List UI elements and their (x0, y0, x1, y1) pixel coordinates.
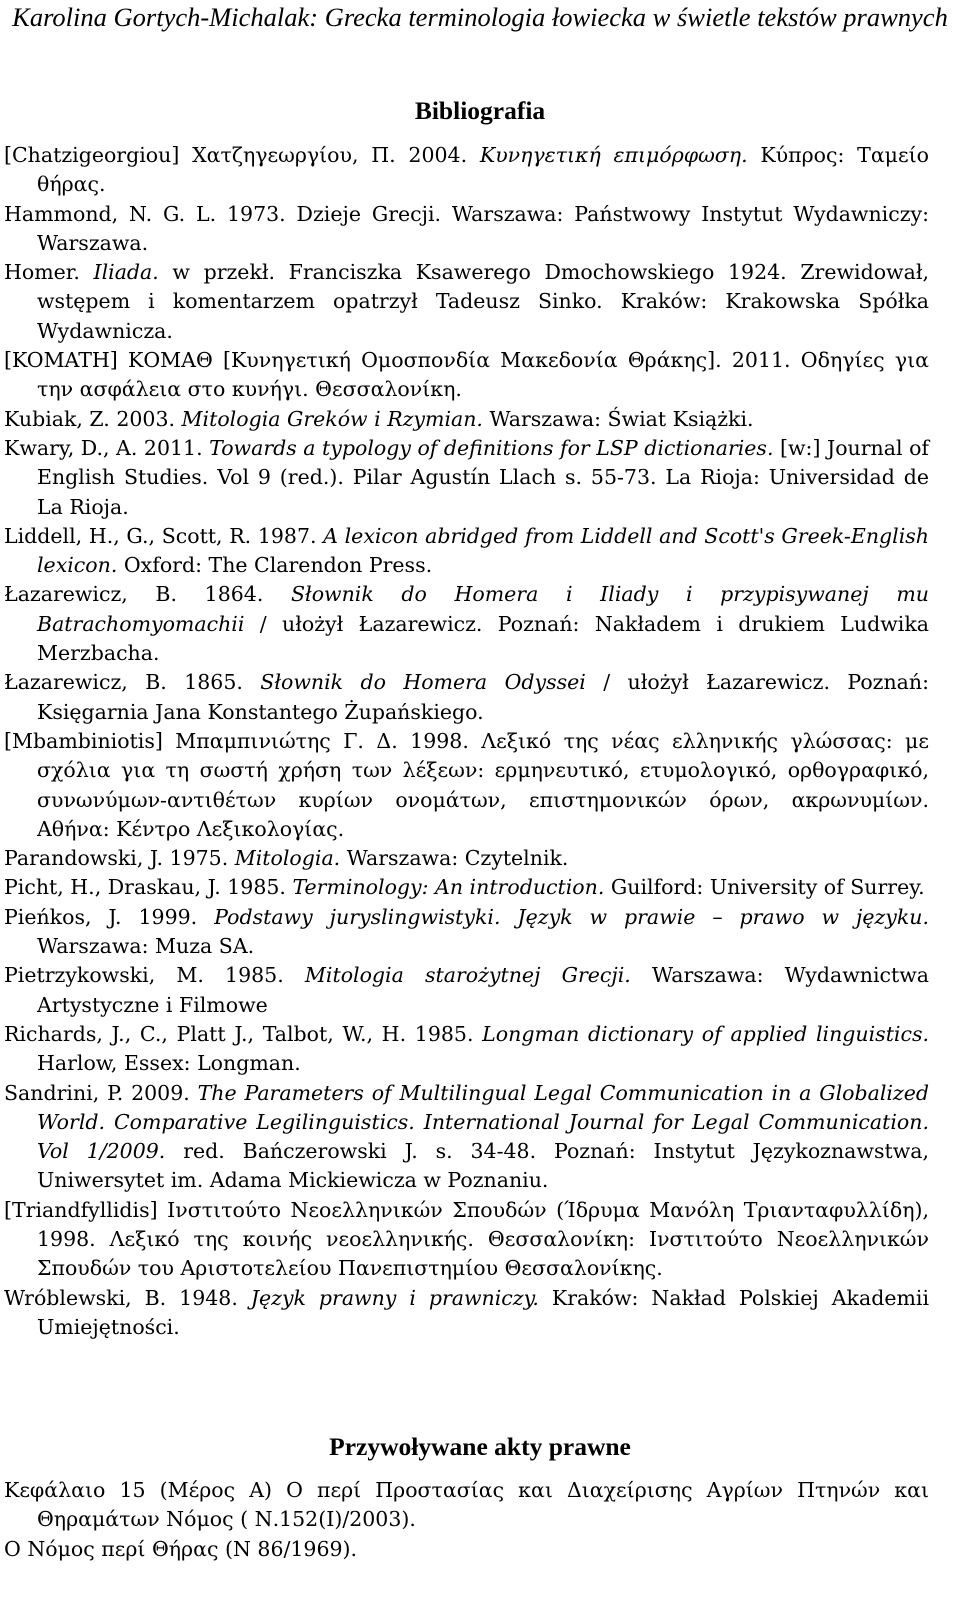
bibliography-entry (4, 141, 929, 200)
entry-text: [Chatzigeorgiou] Χατζηγεωργίου, Π. 2004. (4, 143, 480, 167)
entry-text: [KOMATH] ΚΟΜΑΘ [Κυνηγετική Ομοσπονδία Μακεδονία Θράκης]. 2011. Οδηγίες για την ασφάλεια στο κυνήγι. Θεσσαλονίκη. (4, 348, 929, 402)
legal-act-entry (4, 1476, 929, 1535)
entry-text: Kwary, D., A. 2011. (4, 435, 210, 460)
entry-title-italic: Podstawy juryslingwistyki. Język w prawie – prawo w języku. (214, 904, 929, 929)
bibliography-entry (4, 580, 929, 668)
bibliography-entry (4, 200, 929, 259)
bibliography-entry (4, 727, 929, 844)
entry-text: [w:] Journal of English Studies. Vol 9 (red.). Pilar Agustín Llach s. 55-73. La Rioja: Universidad de La Rioja. (37, 435, 929, 519)
bibliography-entry (4, 1020, 929, 1079)
bibliography-entry (4, 434, 929, 522)
entry-text: Liddell, H., G., Scott, R. 1987. (4, 523, 324, 548)
bibliography-entry (4, 844, 929, 873)
entry-text: Wróblewski, B. 1948. (4, 1285, 251, 1310)
entry-text: Warszawa: Wydawnictwa Artystyczne i Filmowe (37, 963, 930, 1017)
entry-title-italic: Longman dictionary of applied linguistics. (482, 1021, 930, 1046)
entry-title-italic: Mitologia starożytnej Grecji. (304, 963, 631, 988)
bibliography-heading: Bibliografia (414, 96, 546, 125)
entry-text: Kraków: Nakład Polskiej Akademii Umiejętności. (37, 1285, 929, 1339)
entry-title-italic: A lexicon abridged from Liddell and Scott's Greek-English lexicon. (37, 523, 929, 578)
entry-title-italic: Terminology: An introduction. (292, 875, 605, 900)
bibliography-entry (4, 961, 929, 1020)
entry-text: Hammond, N. G. L. 1973. Dzieje Grecji. Warszawa: Państwowy Instytut Wydawniczy: Warszawa. (4, 201, 929, 255)
entry-text: [Mbambiniotis] Μπαμπινιώτης Γ. Δ. 1998. Λεξικό της νέας ελληνικής γλώσσας: με σχόλια για τη σωστή χρήση των λέξεων: ερμηνευτικό, ετυμολογικό, ορθογραφικό, συνωνύμων-αντιθέτων κυρίων ονομάτων, επιστημονικών όρων, ακρωνυμίων. Αθήνα: Κέντρο Λεξικολογίας. (4, 728, 929, 841)
bibliography-entry (4, 522, 929, 581)
entry-title-italic: Mitologia Greków i Rzymian. (181, 406, 483, 431)
bibliography-entry (4, 1284, 929, 1343)
bibliography-entry (4, 903, 929, 962)
entry-text: Pieńkos, J. 1999. (4, 904, 215, 929)
entry-title-italic: Język prawny i prawniczy. (250, 1285, 539, 1310)
entry-text: Ο Νόμος περί Θήρας (Ν 86/1969). (4, 1536, 358, 1561)
entry-text: red. Bańczerowski J. s. 34-48. Poznań: Instytut Językoznawstwa, Uniwersytet im. Adama Mickiewicza w Poznaniu. (37, 1139, 929, 1193)
entry-text: / ułożył Łazarewicz. Poznań: Nakładem i drukiem Ludwika Merzbacha. (37, 611, 929, 666)
bibliography-entry (4, 405, 929, 434)
entry-title-italic: Κυνηγετική επιμόρφωση. (479, 143, 748, 167)
legal-acts-heading: Przywoływane akty prawne (329, 1432, 631, 1461)
entry-title-italic: Towards a typology of definitions for LSP dictionaries. (209, 435, 774, 460)
entry-text: w przekł. Franciszka Ksawerego Dmochowskiego 1924. Zrewidował, wstępem i komentarzem opatrzył Tadeusz Sinko. Kraków: Krakowska Spółka Wydawnicza. (37, 260, 929, 343)
bibliography-list (4, 141, 929, 1342)
entry-text: Homer. (4, 260, 94, 285)
entry-title-italic: Mitologia. (234, 846, 341, 871)
entry-text: Harlow, Essex: Longman. (37, 1051, 301, 1076)
entry-title-italic: Słownik do Homera i Iliady i przypisywanej mu Batrachomyomachii (37, 582, 929, 636)
entry-text: Picht, H., Draskau, J. 1985. (4, 875, 293, 900)
entry-text: Guilford: University of Surrey. (604, 875, 925, 900)
entry-text: Sandrini, P. 2009. (4, 1080, 198, 1105)
bibliography-entry (4, 1196, 929, 1284)
legal-acts-list (4, 1476, 929, 1564)
entry-text: [Triandfyllidis] Ινστιτούτο Νεοελληνικών Σπουδών (Ίδρυμα Μανόλη Τριανταφυλλίδη), 1998. Λεξικό της κοινής νεοελληνικής. Θεσσαλονίκη: Ινστιτούτο Νεοελληνικών Σπουδών του Αριστοτελείου Πανεπιστημίου Θεσσαλονίκης. (4, 1197, 929, 1281)
legal-act-entry (4, 1535, 929, 1564)
entry-title-italic: Słownik do Homera Odyssei (260, 670, 586, 695)
bibliography-entry (4, 668, 929, 727)
entry-text: Oxford: The Clarendon Press. (117, 553, 433, 578)
entry-text: Łazarewicz, B. 1865. (4, 670, 261, 695)
bibliography-entry (4, 346, 929, 405)
entry-text: / ułożył Łazarewicz. Poznań: Księgarnia Jana Konstantego Żupańskiego. (37, 670, 930, 724)
entry-text: Richards, J., C., Platt J., Talbot, W., H. 1985. (4, 1021, 483, 1046)
entry-text: Κύπρος: Ταμείο θήρας. (37, 143, 930, 197)
running-header: Karolina Gortych-Michalak: Grecka terminologia łowiecka w świetle tekstów prawnych (12, 2, 948, 32)
bibliography-entry (4, 1079, 929, 1196)
entry-text: Warszawa: Muza SA. (37, 934, 255, 959)
entry-text: Κεφάλαιο 15 (Μέρος Α) Ο περί Προστασίας και Διαχείρισης Αγρίων Πτηνών και Θηραμάτων Νόμος ( Ν.152(Ι)/2003). (4, 1478, 929, 1532)
entry-text: Kubiak, Z. 2003. (4, 406, 182, 431)
entry-text: Warszawa: Czytelnik. (340, 846, 569, 871)
bibliography-entry (4, 258, 929, 346)
entry-text: Pietrzykowski, M. 1985. (4, 963, 305, 988)
entry-title-italic: Iliada. (93, 260, 159, 285)
entry-title-italic: The Parameters of Multilingual Legal Communication in a Globalized World. Comparative Legilinguistics. International Journal for Legal Communication. Vol 1/2009. (37, 1080, 929, 1164)
entry-text: Łazarewicz, B. 1864. (4, 582, 291, 607)
entry-text: Parandowski, J. 1975. (4, 846, 235, 871)
bibliography-entry (4, 873, 929, 902)
entry-text: Warszawa: Świat Książki. (482, 406, 754, 431)
